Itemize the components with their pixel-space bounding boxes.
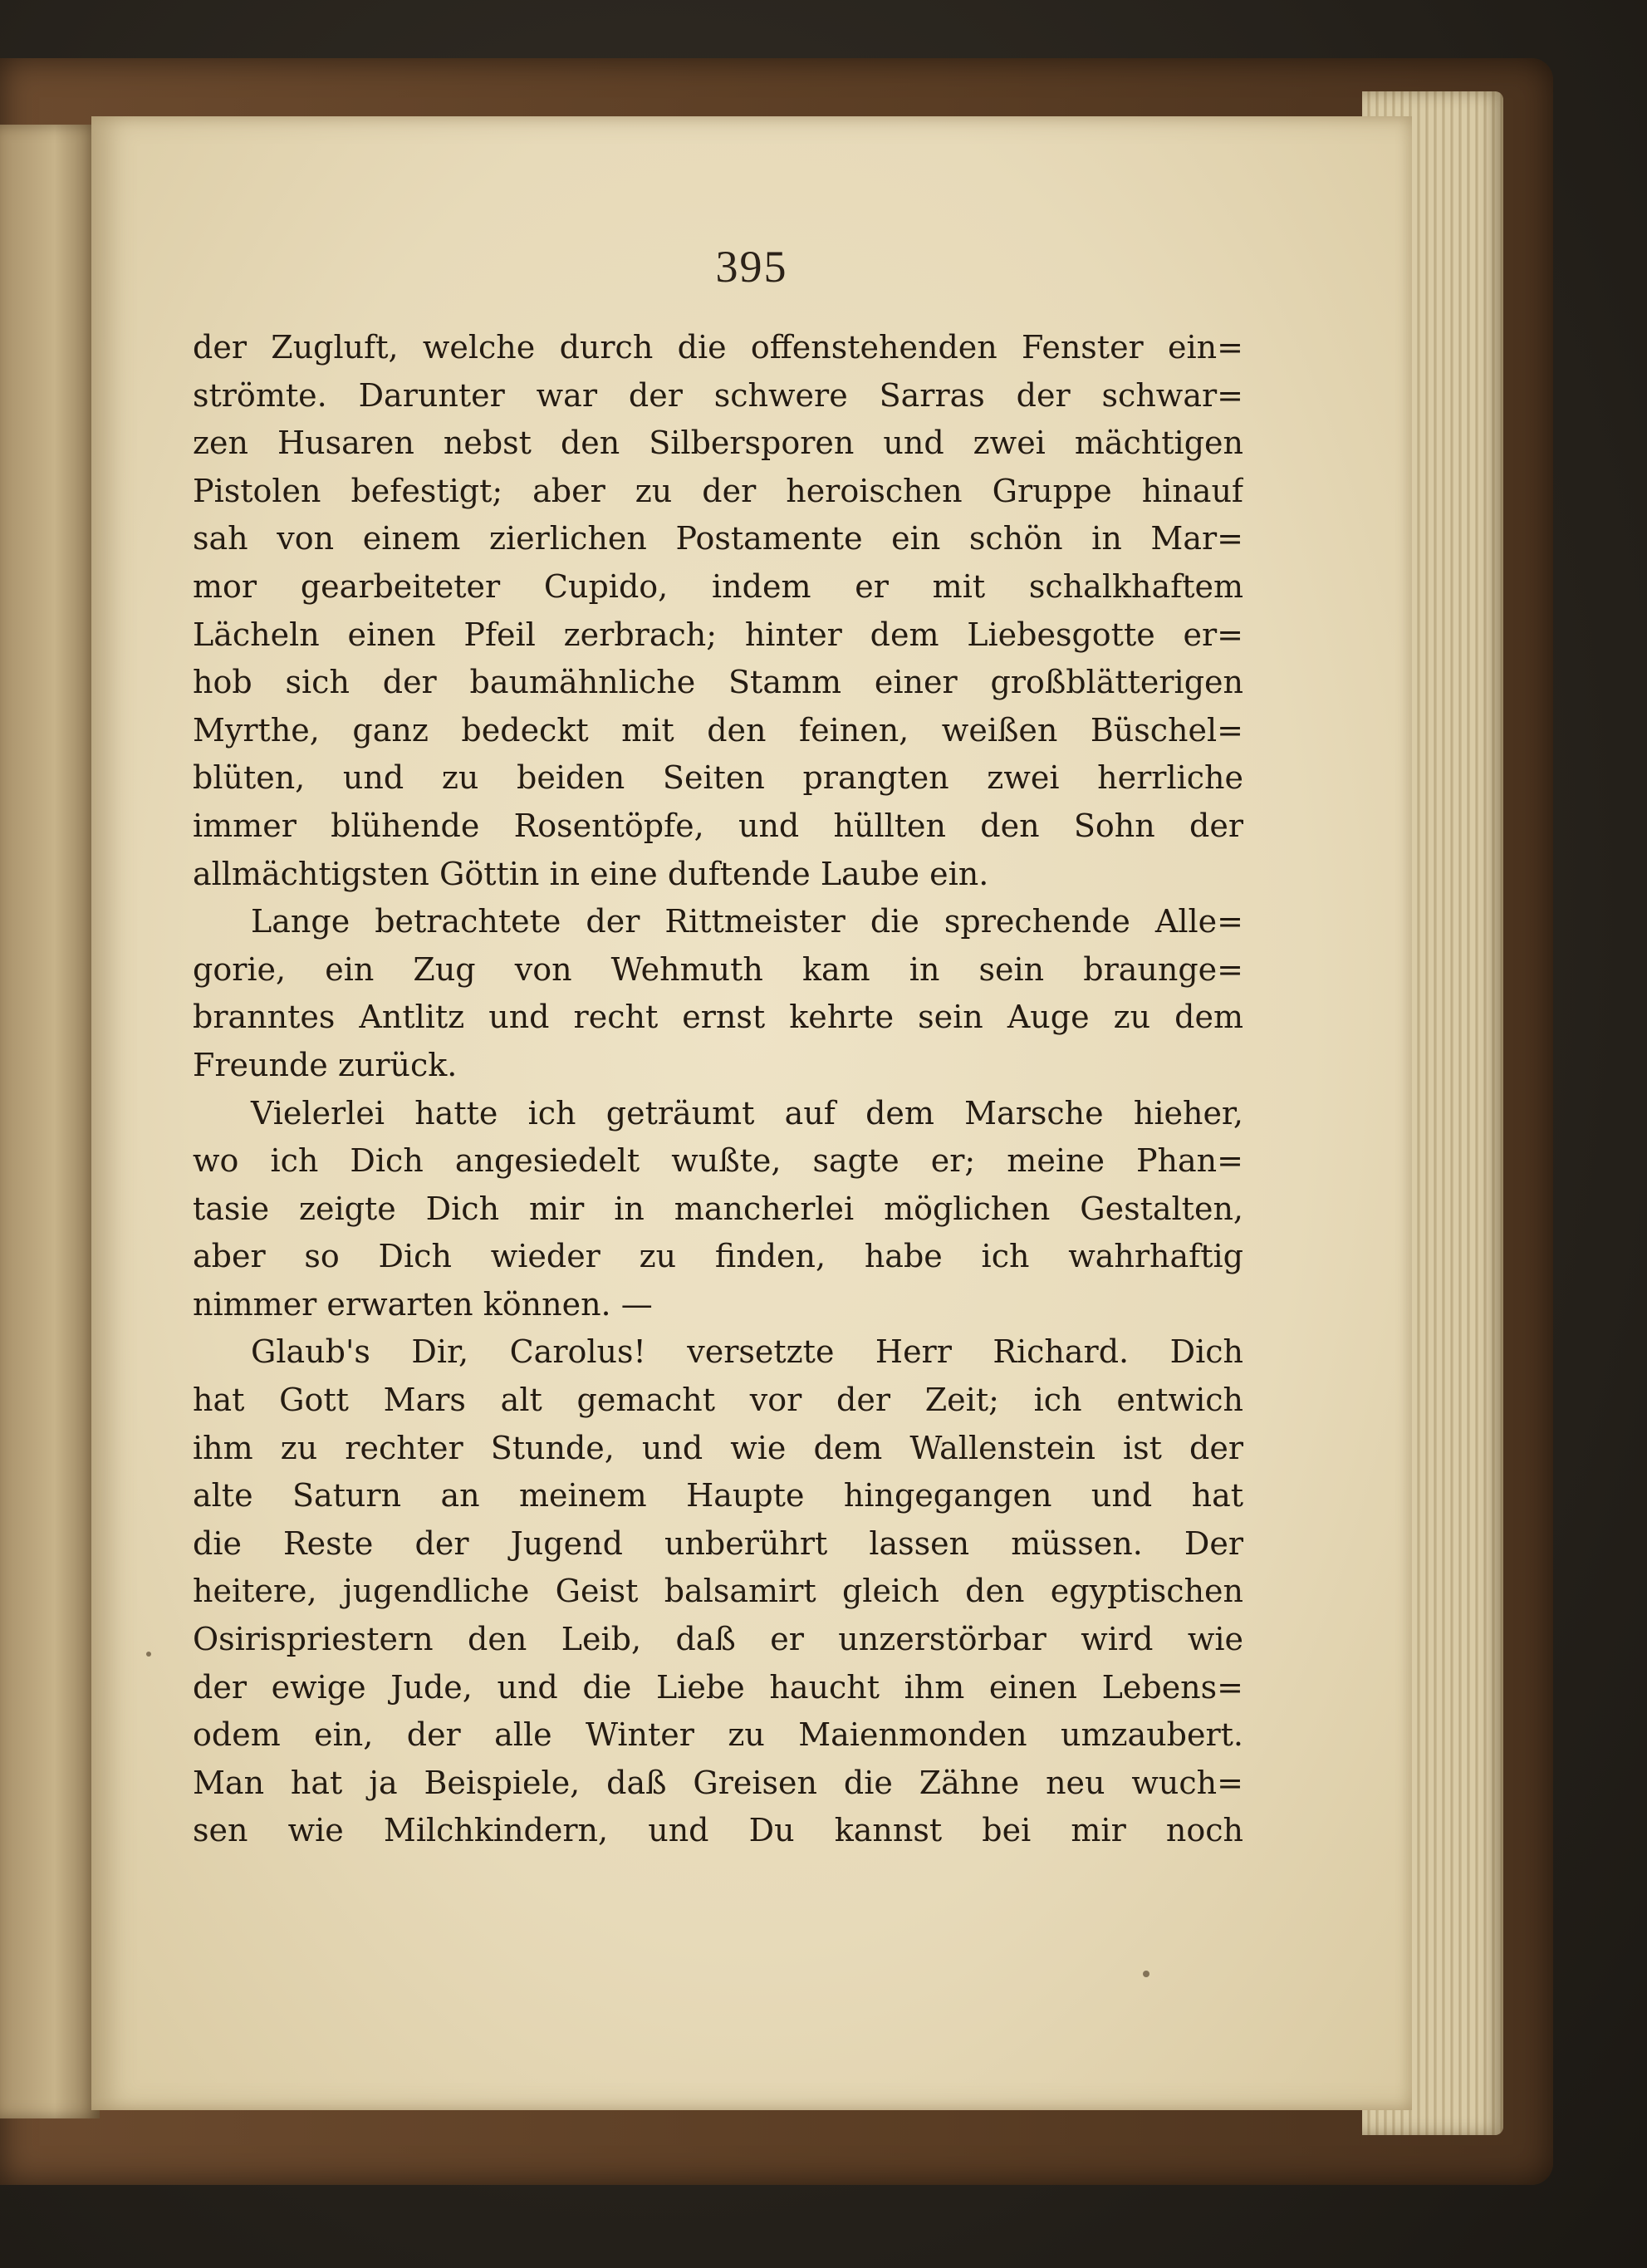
text-line: allmächtigsten Göttin in eine duftende Laube ein. [193, 855, 989, 892]
paper-speck [146, 1652, 151, 1657]
text-line: die Reste der Jugend unberührt lassen müssen. Der [193, 1524, 1243, 1562]
text-line: der ewige Jude, und die Liebe haucht ihm einen Lebens= [193, 1668, 1243, 1706]
page-text [193, 324, 1243, 1855]
text-line: hob sich der baumähnliche Stamm einer großblätterigen [193, 664, 1243, 701]
text-line: der Zugluft, welche durch die offenstehenden Fenster ein= [193, 329, 1243, 366]
text-line: tasie zeigte Dich mir in mancherlei möglichen Gestalten, [193, 1190, 1243, 1227]
text-line: immer blühende Rosentöpfe, und hüllten den Sohn der [193, 807, 1243, 844]
text-line: Osirispriestern den Leib, daß er unzerstörbar wird wie [193, 1621, 1243, 1658]
text-line: branntes Antlitz und recht ernst kehrte sein Auge zu dem [193, 999, 1243, 1036]
text-line: odem ein, der alle Winter zu Maienmonden umzaubert. [193, 1716, 1243, 1754]
page-number: 395 [715, 242, 788, 292]
text-line: alte Saturn an meinem Haupte hingegangen und hat [193, 1477, 1243, 1514]
text-line: nimmer erwarten können. — [193, 1285, 653, 1323]
text-line: gorie, ein Zug von Wehmuth kam in sein braunge= [193, 950, 1243, 988]
text-line: zen Husaren nebst den Silbersporen und zwei mächtigen [193, 425, 1243, 462]
text-line: Man hat ja Beispiele, daß Greisen die Zähne neu wuch= [193, 1764, 1243, 1801]
text-line: sah von einem zierlichen Postamente ein schön in Mar= [193, 520, 1243, 557]
text-line: Lange betrachtete der Rittmeister die sprechende Alle= [251, 903, 1243, 940]
text-line: aber so Dich wieder zu finden, habe ich wahrhaftig [193, 1238, 1243, 1275]
text-line: Lächeln einen Pfeil zerbrach; hinter dem Liebesgotte er= [193, 616, 1243, 653]
text-line: Pistolen befestigt; aber zu der heroischen Gruppe hinauf [193, 472, 1243, 509]
text-line: heitere, jugendliche Geist balsamirt gleich den egyptischen [193, 1573, 1243, 1610]
text-line: Vielerlei hatte ich geträumt auf dem Marsche hieher, [251, 1094, 1243, 1132]
text-line: blüten, und zu beiden Seiten prangten zwei herrliche [193, 759, 1243, 797]
text-line: strömte. Darunter war der schwere Sarras der schwar= [193, 376, 1243, 414]
book-page [91, 116, 1412, 2110]
text-line: Freunde zurück. [193, 1046, 458, 1083]
paper-speck [1143, 1971, 1149, 1977]
text-line: mor gearbeiteter Cupido, indem er mit schalkhaftem [193, 567, 1243, 605]
left-page-edge [0, 125, 100, 2118]
text-line: ihm zu rechter Stunde, und wie dem Wallenstein ist der [193, 1429, 1243, 1466]
text-line: wo ich Dich angesiedelt wußte, sagte er; meine Phan= [193, 1142, 1243, 1180]
text-line: hat Gott Mars alt gemacht vor der Zeit; ich entwich [193, 1382, 1243, 1419]
text-line: Myrthe, ganz bedeckt mit den feinen, weißen Büschel= [193, 711, 1243, 749]
text-line: sen wie Milchkindern, und Du kannst bei mir noch [193, 1812, 1243, 1849]
text-line: Glaub's Dir, Carolus! versetzte Herr Richard. Dich [251, 1333, 1243, 1371]
